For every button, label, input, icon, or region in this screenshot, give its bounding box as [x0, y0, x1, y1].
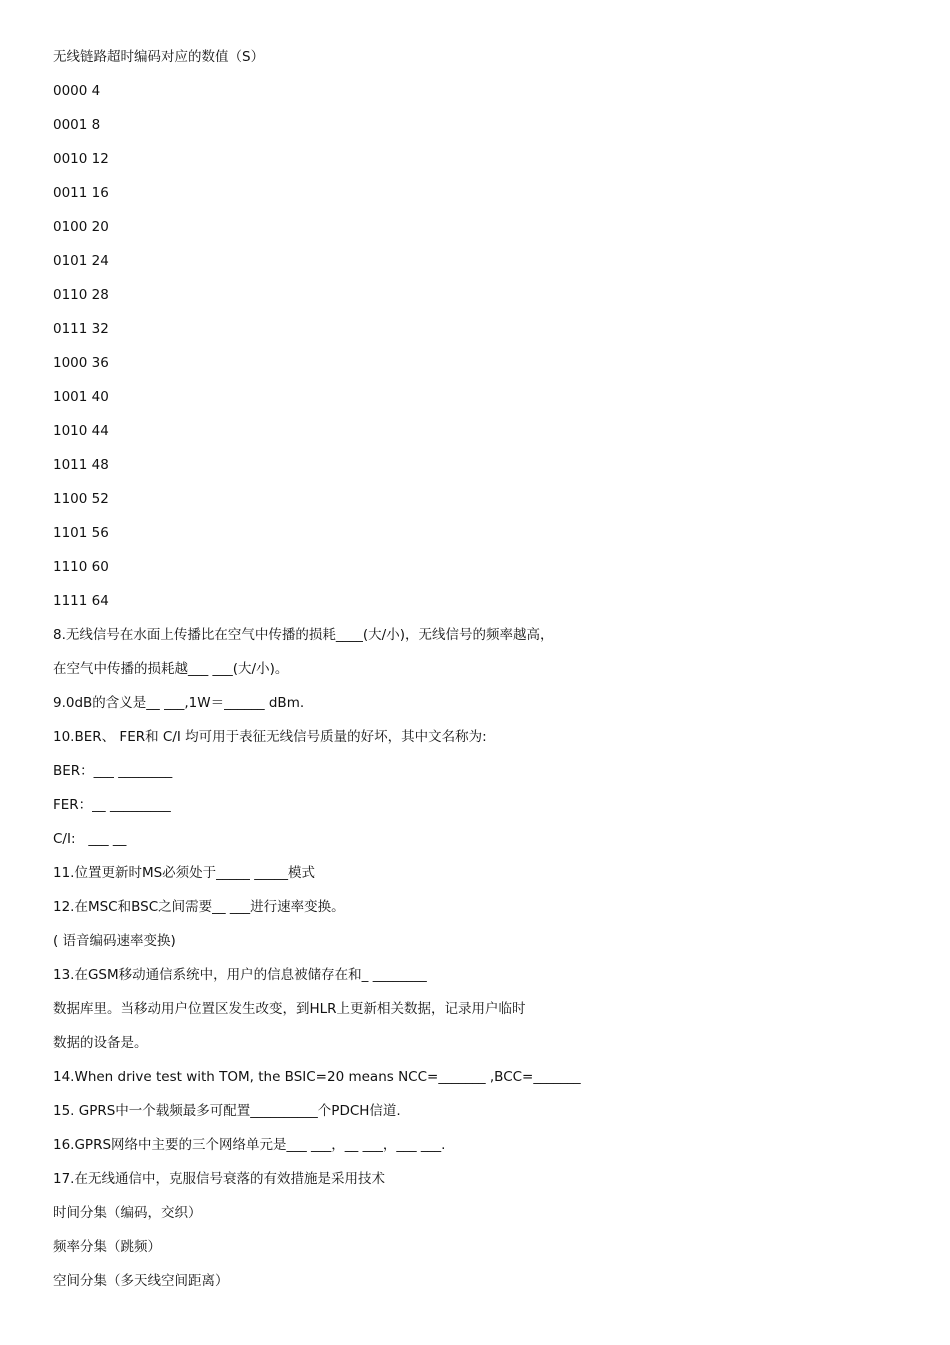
text-line: 0111 32 — [53, 321, 109, 337]
text-line: 1101 56 — [53, 525, 109, 541]
text-line: ( 语音编码速率变换) — [53, 933, 176, 949]
text-line: 14.When drive test with TOM, the BSIC=20 means NCC=_______ ,BCC=_______ — [53, 1069, 581, 1085]
text-line: FER：__ _________ — [53, 797, 171, 813]
text-line: 9.0dB的含义是__ ___,1W＝______ dBm. — [53, 695, 305, 711]
text-line: 无线链路超时编码对应的数值（S） — [53, 49, 265, 65]
text-line: 0101 24 — [53, 253, 109, 269]
text-line: 13.在GSM移动通信系统中，用户的信息被储存在和_ ________ — [53, 967, 427, 983]
text-line: 数据的设备是。 — [53, 1035, 148, 1051]
text-line: 时间分集（编码，交织） — [53, 1205, 202, 1221]
text-line: 1011 48 — [53, 457, 109, 473]
text-line: C/I: ___ __ — [53, 831, 127, 847]
text-line: 频率分集（跳频） — [53, 1239, 161, 1255]
text-line: 17.在无线通信中，克服信号衰落的有效措施是采用技术 — [53, 1171, 385, 1187]
text-line: 0001 8 — [53, 117, 101, 133]
text-line: 1111 64 — [53, 593, 109, 609]
text-line: 在空气中传播的损耗越___ ___(大/小)。 — [53, 661, 289, 677]
text-line: 12.在MSC和BSC之间需要__ ___进行速率变换。 — [53, 899, 345, 915]
text-line: 0011 16 — [53, 185, 109, 201]
text-line: 1110 60 — [53, 559, 109, 575]
text-line: 0110 28 — [53, 287, 109, 303]
text-line: 1000 36 — [53, 355, 109, 371]
text-line: 11.位置更新时MS必须处于_____ _____模式 — [53, 865, 315, 881]
text-line: 15. GPRS中一个载频最多可配置__________个PDCH信道. — [53, 1103, 401, 1119]
document-page — [53, 46, 913, 1304]
text-line: 空间分集（多天线空间距离） — [53, 1273, 229, 1289]
text-line: 1010 44 — [53, 423, 109, 439]
text-line: 0010 12 — [53, 151, 109, 167]
text-line: 16.GPRS网络中主要的三个网络单元是___ ___，__ ___，___ ___. — [53, 1137, 446, 1153]
text-line: 8.无线信号在水面上传播比在空气中传播的损耗____(大/小)，无线信号的频率越高， — [53, 627, 554, 643]
text-line: 0000 4 — [53, 83, 101, 99]
text-line: 数据库里。当移动用户位置区发生改变，到HLR上更新相关数据，记录用户临时 — [53, 1001, 526, 1017]
text-line: 1100 52 — [53, 491, 109, 507]
text-line: 1001 40 — [53, 389, 109, 405]
text-line: BER：___ ________ — [53, 763, 173, 779]
text-line: 10.BER、 FER和 C/I 均可用于表征无线信号质量的好坏，其中文名称为: — [53, 729, 487, 745]
text-line: 0100 20 — [53, 219, 109, 235]
